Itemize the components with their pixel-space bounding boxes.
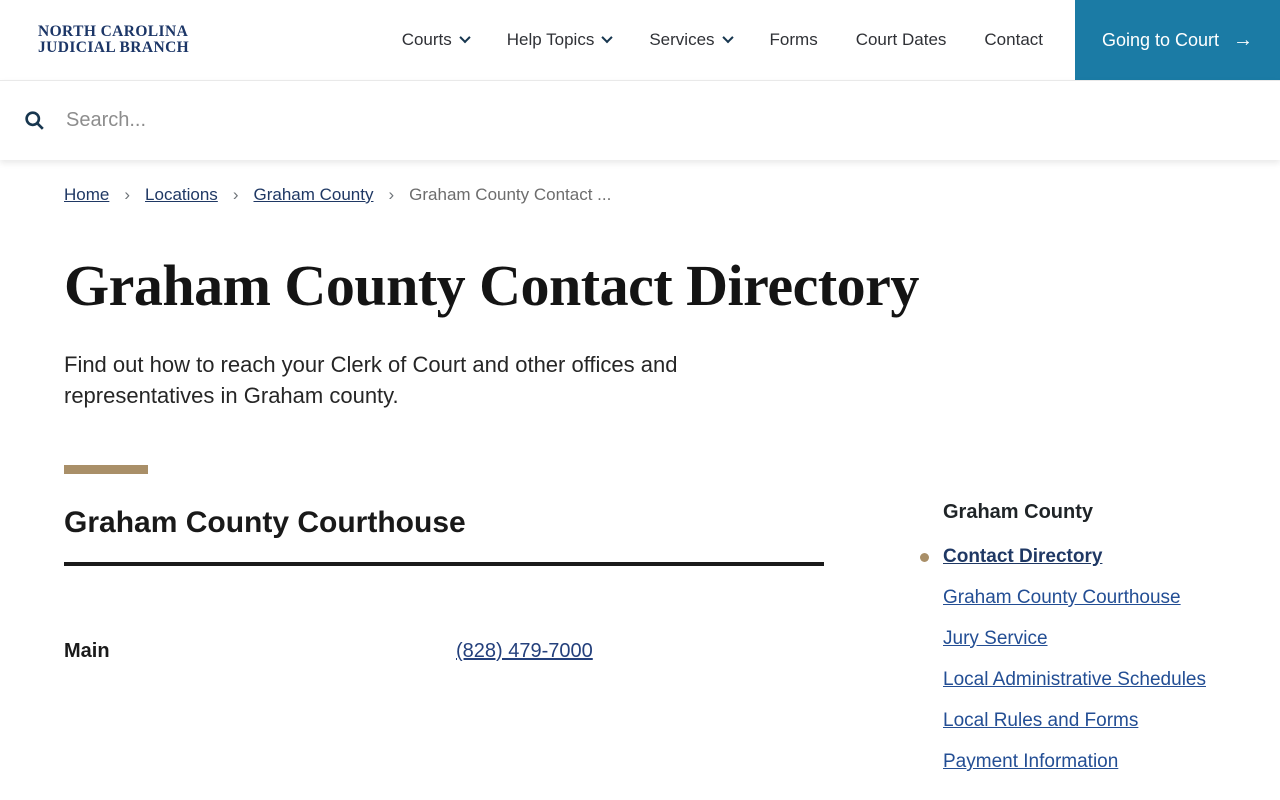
breadcrumb xyxy=(64,185,1280,205)
page-title: Graham County Contact Directory xyxy=(64,253,919,318)
page-intro: Find out how to reach your Clerk of Court and other offices and representatives in Graham county. xyxy=(64,352,678,408)
cta-label: Going to Court xyxy=(1101,29,1220,50)
sidebar-link[interactable]: Graham County Courthouse xyxy=(943,587,1181,608)
sidebar-link[interactable]: Local Rules and Forms xyxy=(943,710,1139,731)
content-columns xyxy=(0,474,1280,789)
breadcrumb-graham-county[interactable]: Graham County xyxy=(253,185,374,204)
arrow-right-icon: → xyxy=(1233,28,1254,51)
nav-item-services[interactable] xyxy=(649,30,731,50)
nav-label: Forms xyxy=(769,30,818,49)
sidebar-item-contact-directory[interactable] xyxy=(943,543,1216,571)
main-nav xyxy=(402,30,1043,50)
site-header xyxy=(0,0,1280,80)
breadcrumb-home[interactable]: Home xyxy=(64,185,110,204)
breadcrumb-separator: › xyxy=(232,185,239,204)
breadcrumb-current: Graham County Contact ... xyxy=(409,185,612,204)
chevron-down-icon xyxy=(722,31,733,42)
contact-row xyxy=(64,640,824,663)
nav-label: Services xyxy=(649,30,715,49)
nav-item-forms[interactable] xyxy=(770,30,818,50)
sidebar-item-local-administrative-schedules[interactable] xyxy=(943,666,1216,694)
sidebar-link[interactable]: Jury Service xyxy=(943,628,1048,649)
breadcrumb-separator: › xyxy=(388,185,395,204)
breadcrumb-locations[interactable]: Locations xyxy=(145,185,218,204)
accent-divider xyxy=(64,465,148,474)
sidebar-title: Graham County xyxy=(943,501,1094,523)
nav-item-help-topics[interactable] xyxy=(507,30,612,50)
section-divider xyxy=(64,562,824,566)
sidebar-nav xyxy=(920,474,1216,789)
sidebar-item-payment-information[interactable] xyxy=(943,748,1216,776)
sidebar-link[interactable]: Payment Information xyxy=(943,751,1119,772)
nav-item-court-dates[interactable] xyxy=(856,30,947,50)
contact-phone-link[interactable]: (828) 479-7000 xyxy=(456,640,593,662)
nav-label: Courts xyxy=(401,30,452,49)
nav-label: Court Dates xyxy=(855,30,947,49)
active-bullet-icon xyxy=(920,553,929,562)
site-logo[interactable] xyxy=(38,24,189,56)
sidebar-link[interactable]: Local Administrative Schedules xyxy=(943,669,1206,690)
nav-label: Help Topics xyxy=(506,30,595,49)
nav-item-courts[interactable] xyxy=(402,30,469,50)
sidebar-item-local-rules-and-forms[interactable] xyxy=(943,707,1216,735)
sidebar-item-jury-service[interactable] xyxy=(943,625,1216,653)
search-bar xyxy=(0,80,1280,160)
breadcrumb-separator: › xyxy=(124,185,131,204)
nav-item-contact[interactable] xyxy=(984,30,1043,50)
search-input[interactable] xyxy=(66,109,966,132)
search-icon[interactable] xyxy=(24,110,45,131)
nav-label: Contact xyxy=(984,30,1043,49)
contact-label: Main xyxy=(64,640,110,662)
logo-line-2: JUDICIAL BRANCH xyxy=(38,39,190,56)
sidebar-item-graham-county-courthouse[interactable] xyxy=(943,584,1216,612)
going-to-court-button[interactable] xyxy=(1075,0,1280,80)
chevron-down-icon xyxy=(602,31,613,42)
main-content xyxy=(64,474,824,663)
section-title: Graham County Courthouse xyxy=(64,506,466,539)
logo-line-1: NORTH CAROLINA xyxy=(38,23,189,40)
chevron-down-icon xyxy=(459,31,470,42)
sidebar-link[interactable]: Contact Directory xyxy=(943,546,1103,567)
